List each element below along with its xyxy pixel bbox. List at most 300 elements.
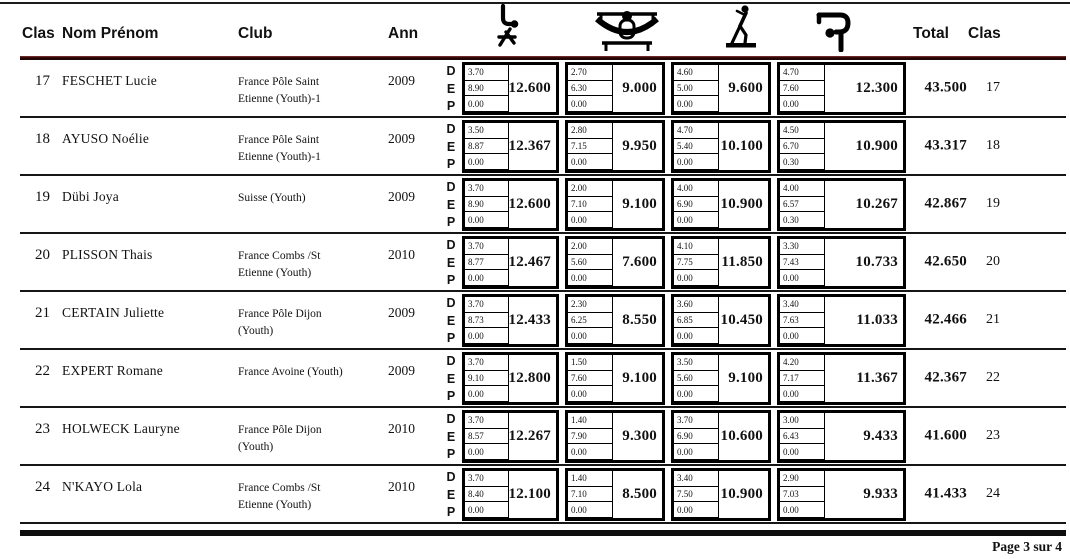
balance-beam-score: 9.100 bbox=[728, 370, 763, 386]
floor-score-box bbox=[777, 62, 906, 115]
balance-beam-dep-cells bbox=[674, 413, 719, 460]
gymnast-name: Dübi Joya bbox=[62, 189, 119, 204]
vault-e-value: 9.10 bbox=[464, 370, 509, 387]
uneven-bars-score: 9.000 bbox=[622, 80, 657, 96]
gymnast-name: EXPERT Romane bbox=[62, 363, 163, 378]
club-line-2: (Youth) bbox=[238, 324, 274, 337]
floor-dep-cells bbox=[780, 239, 825, 286]
floor-score: 10.900 bbox=[855, 138, 898, 154]
balance-beam-d-value: 3.70 bbox=[673, 412, 719, 429]
apparatus-scores bbox=[443, 352, 906, 405]
uneven-bars-score-box bbox=[565, 120, 665, 173]
birth-year: 2009 bbox=[388, 305, 415, 320]
final-rank: 20 bbox=[986, 254, 1000, 269]
birth-year: 2009 bbox=[388, 131, 415, 146]
floor-score-box bbox=[777, 294, 906, 347]
uneven-bars-dep-cells bbox=[568, 123, 613, 170]
club-cell bbox=[238, 190, 306, 207]
balance-beam-score-box bbox=[671, 120, 771, 173]
uneven-bars-dep-cells bbox=[568, 297, 613, 344]
vault-score: 12.600 bbox=[508, 196, 551, 212]
balance-beam-e-value: 5.60 bbox=[673, 370, 719, 387]
apparatus-scores bbox=[443, 294, 906, 347]
table-row bbox=[20, 350, 1066, 408]
balance-beam-score-box bbox=[671, 410, 771, 463]
balance-beam-e-value: 6.85 bbox=[673, 312, 719, 329]
vault-score-box bbox=[462, 294, 559, 347]
dep-labels bbox=[443, 410, 459, 463]
gymnast-name: PLISSON Thais bbox=[62, 247, 153, 262]
dep-labels bbox=[443, 236, 459, 289]
rank-cell: 22 bbox=[35, 363, 50, 379]
vault-score: 12.267 bbox=[508, 428, 551, 444]
uneven-bars-p-value: 0.00 bbox=[567, 95, 613, 112]
table-row bbox=[20, 176, 1066, 234]
final-rank: 18 bbox=[986, 138, 1000, 153]
floor-d-value: 3.00 bbox=[779, 412, 825, 429]
vault-dep-cells bbox=[465, 239, 509, 286]
total-score: 42.367 bbox=[924, 369, 967, 386]
birth-year: 2009 bbox=[388, 363, 415, 378]
e-label: E bbox=[446, 255, 456, 270]
floor-dep-cells bbox=[780, 181, 825, 228]
floor-p-value: 0.00 bbox=[779, 501, 825, 518]
vault-d-value: 3.50 bbox=[464, 122, 509, 139]
balance-beam-score-box bbox=[671, 62, 771, 115]
floor-score-box bbox=[777, 468, 906, 521]
balance-beam-e-value: 5.00 bbox=[673, 80, 719, 97]
p-label: P bbox=[446, 505, 456, 520]
balance-beam-dep-cells bbox=[674, 65, 719, 112]
balance-beam-e-value: 5.40 bbox=[673, 138, 719, 155]
floor-e-value: 6.70 bbox=[779, 138, 825, 155]
club-line-2: Etienne (Youth)-1 bbox=[238, 150, 321, 163]
apparatus-scores bbox=[443, 62, 906, 115]
p-label: P bbox=[446, 331, 456, 346]
column-header-nom-prenom: Nom Prénom bbox=[62, 25, 159, 42]
total-score: 43.500 bbox=[924, 79, 967, 96]
uneven-bars-dep-cells bbox=[568, 413, 613, 460]
final-rank: 21 bbox=[986, 312, 1000, 327]
vault-score-box bbox=[462, 120, 559, 173]
floor-e-value: 7.63 bbox=[779, 312, 825, 329]
floor-dep-cells bbox=[780, 471, 825, 518]
total-score: 42.466 bbox=[924, 311, 967, 328]
balance-beam-dep-cells bbox=[674, 471, 719, 518]
p-label: P bbox=[446, 389, 456, 404]
uneven-bars-p-value: 0.00 bbox=[567, 501, 613, 518]
table-row bbox=[20, 234, 1066, 292]
e-label: E bbox=[446, 371, 456, 386]
floor-e-value: 7.03 bbox=[779, 486, 825, 503]
total-score: 42.650 bbox=[924, 253, 967, 270]
floor-d-value: 2.90 bbox=[779, 470, 825, 487]
floor-dep-cells bbox=[780, 413, 825, 460]
p-label: P bbox=[446, 157, 456, 172]
vault-dep-cells bbox=[465, 181, 509, 228]
balance-beam-score-box bbox=[671, 352, 771, 405]
uneven-bars-e-value: 6.30 bbox=[567, 80, 613, 97]
balance-beam-score: 10.600 bbox=[720, 428, 763, 444]
balance-beam-d-value: 4.10 bbox=[673, 238, 719, 255]
floor-p-value: 0.00 bbox=[779, 443, 825, 460]
uneven-bars-d-value: 2.00 bbox=[567, 180, 613, 197]
club-line-1: France Pôle Saint bbox=[238, 134, 320, 146]
floor-score: 10.267 bbox=[855, 196, 898, 212]
balance-beam-score-box bbox=[671, 178, 771, 231]
balance-beam-score: 9.600 bbox=[728, 80, 763, 96]
final-rank: 24 bbox=[986, 486, 1000, 501]
balance-beam-p-value: 0.00 bbox=[673, 95, 719, 112]
club-cell bbox=[238, 132, 321, 165]
rank-cell: 19 bbox=[35, 189, 50, 205]
club-line-1: France Avoine (Youth) bbox=[238, 366, 343, 378]
gymnast-name: N'KAYO Lola bbox=[62, 479, 143, 494]
column-header-club: Club bbox=[238, 25, 273, 42]
floor-icon bbox=[812, 6, 854, 52]
apparatus-scores bbox=[443, 178, 906, 231]
uneven-bars-score: 9.100 bbox=[622, 370, 657, 386]
vault-d-value: 3.70 bbox=[464, 64, 509, 81]
vault-dep-cells bbox=[465, 413, 509, 460]
floor-p-value: 0.30 bbox=[779, 211, 825, 228]
apparatus-scores bbox=[443, 236, 906, 289]
vault-score: 12.367 bbox=[508, 138, 551, 154]
vault-e-value: 8.90 bbox=[464, 196, 509, 213]
total-score: 41.600 bbox=[924, 427, 967, 444]
balance-beam-dep-cells bbox=[674, 123, 719, 170]
apparatus-scores bbox=[443, 120, 906, 173]
club-line-1: France Combs /St bbox=[238, 250, 321, 262]
balance-beam-d-value: 3.50 bbox=[673, 354, 719, 371]
floor-d-value: 4.00 bbox=[779, 180, 825, 197]
birth-year: 2010 bbox=[388, 421, 415, 436]
uneven-bars-score-box bbox=[565, 62, 665, 115]
club-line-1: France Pôle Saint bbox=[238, 76, 320, 88]
total-score: 43.317 bbox=[924, 137, 967, 154]
d-label: D bbox=[446, 237, 456, 252]
vault-score: 12.100 bbox=[508, 486, 551, 502]
floor-score-box bbox=[777, 120, 906, 173]
vault-p-value: 0.00 bbox=[464, 153, 509, 170]
club-cell bbox=[238, 306, 322, 339]
floor-p-value: 0.00 bbox=[779, 327, 825, 344]
balance-beam-e-value: 6.90 bbox=[673, 428, 719, 445]
uneven-bars-e-value: 7.10 bbox=[567, 486, 613, 503]
final-rank: 19 bbox=[986, 196, 1000, 211]
uneven-bars-d-value: 1.40 bbox=[567, 412, 613, 429]
final-rank: 23 bbox=[986, 428, 1000, 443]
vault-e-value: 8.87 bbox=[464, 138, 509, 155]
balance-beam-p-value: 0.00 bbox=[673, 269, 719, 286]
vault-score: 12.433 bbox=[508, 312, 551, 328]
final-rank: 17 bbox=[986, 80, 1000, 95]
uneven-bars-score-box bbox=[565, 468, 665, 521]
table-row bbox=[20, 466, 1066, 524]
balance-beam-e-value: 6.90 bbox=[673, 196, 719, 213]
vault-d-value: 3.70 bbox=[464, 180, 509, 197]
e-label: E bbox=[446, 81, 456, 96]
uneven-bars-score-box bbox=[565, 294, 665, 347]
column-header-total: Total bbox=[913, 25, 949, 42]
floor-e-value: 7.43 bbox=[779, 254, 825, 271]
floor-d-value: 4.50 bbox=[779, 122, 825, 139]
floor-score-box bbox=[777, 410, 906, 463]
balance-beam-d-value: 4.00 bbox=[673, 180, 719, 197]
vault-e-value: 8.40 bbox=[464, 486, 509, 503]
floor-e-value: 7.17 bbox=[779, 370, 825, 387]
club-line-1: France Pôle Dijon bbox=[238, 424, 322, 436]
vault-dep-cells bbox=[465, 297, 509, 344]
uneven-bars-d-value: 1.40 bbox=[567, 470, 613, 487]
rank-cell: 21 bbox=[35, 305, 50, 321]
floor-p-value: 0.00 bbox=[779, 95, 825, 112]
uneven-bars-e-value: 7.60 bbox=[567, 370, 613, 387]
club-line-2: (Youth) bbox=[238, 440, 274, 453]
uneven-bars-score-box bbox=[565, 352, 665, 405]
floor-score: 11.033 bbox=[856, 312, 898, 328]
floor-dep-cells bbox=[780, 297, 825, 344]
bottom-rule bbox=[20, 530, 1066, 536]
floor-d-value: 3.40 bbox=[779, 296, 825, 313]
table-row bbox=[20, 60, 1066, 118]
vault-d-value: 3.70 bbox=[464, 296, 509, 313]
vault-score-box bbox=[462, 178, 559, 231]
balance-beam-d-value: 3.40 bbox=[673, 470, 719, 487]
uneven-bars-score: 9.100 bbox=[622, 196, 657, 212]
vault-e-value: 8.73 bbox=[464, 312, 509, 329]
balance-beam-score-box bbox=[671, 294, 771, 347]
final-rank: 22 bbox=[986, 370, 1000, 385]
vault-e-value: 8.57 bbox=[464, 428, 509, 445]
floor-e-value: 6.43 bbox=[779, 428, 825, 445]
club-cell bbox=[238, 248, 320, 281]
balance-beam-dep-cells bbox=[674, 181, 719, 228]
e-label: E bbox=[446, 139, 456, 154]
d-label: D bbox=[446, 63, 456, 78]
balance-beam-dep-cells bbox=[674, 355, 719, 402]
uneven-bars-d-value: 2.70 bbox=[567, 64, 613, 81]
floor-p-value: 0.30 bbox=[779, 153, 825, 170]
floor-dep-cells bbox=[780, 123, 825, 170]
balance-beam-p-value: 0.00 bbox=[673, 327, 719, 344]
vault-e-value: 8.90 bbox=[464, 80, 509, 97]
club-line-2: Etienne (Youth)-1 bbox=[238, 92, 321, 105]
vault-d-value: 3.70 bbox=[464, 412, 509, 429]
table-row bbox=[20, 292, 1066, 350]
balance-beam-score: 10.900 bbox=[720, 486, 763, 502]
uneven-bars-p-value: 0.00 bbox=[567, 269, 613, 286]
uneven-bars-p-value: 0.00 bbox=[567, 327, 613, 344]
dep-labels bbox=[443, 120, 459, 173]
uneven-bars-dep-cells bbox=[568, 355, 613, 402]
uneven-bars-icon bbox=[594, 7, 660, 53]
total-score: 41.433 bbox=[924, 485, 967, 502]
balance-beam-d-value: 3.60 bbox=[673, 296, 719, 313]
club-cell bbox=[238, 422, 322, 455]
vault-score-box bbox=[462, 352, 559, 405]
results-rows bbox=[20, 60, 1066, 524]
rank-cell: 23 bbox=[35, 421, 50, 437]
floor-e-value: 7.60 bbox=[779, 80, 825, 97]
uneven-bars-score-box bbox=[565, 410, 665, 463]
floor-dep-cells bbox=[780, 355, 825, 402]
column-header-clas: Clas bbox=[22, 25, 55, 42]
floor-score: 12.300 bbox=[855, 80, 898, 96]
e-label: E bbox=[446, 197, 456, 212]
vault-score: 12.467 bbox=[508, 254, 551, 270]
floor-d-value: 4.20 bbox=[779, 354, 825, 371]
d-label: D bbox=[446, 469, 456, 484]
p-label: P bbox=[446, 215, 456, 230]
club-cell bbox=[238, 480, 320, 513]
balance-beam-score-box bbox=[671, 468, 771, 521]
vault-score-box bbox=[462, 468, 559, 521]
dep-labels bbox=[443, 62, 459, 115]
d-label: D bbox=[446, 295, 456, 310]
dep-labels bbox=[443, 352, 459, 405]
uneven-bars-p-value: 0.00 bbox=[567, 153, 613, 170]
floor-score-box bbox=[777, 236, 906, 289]
vault-icon bbox=[490, 3, 524, 51]
birth-year: 2010 bbox=[388, 247, 415, 262]
balance-beam-d-value: 4.60 bbox=[673, 64, 719, 81]
vault-d-value: 3.70 bbox=[464, 238, 509, 255]
apparatus-scores bbox=[443, 410, 906, 463]
floor-score: 9.933 bbox=[863, 486, 898, 502]
vault-dep-cells bbox=[465, 355, 509, 402]
balance-beam-p-value: 0.00 bbox=[673, 501, 719, 518]
total-score: 42.867 bbox=[924, 195, 967, 212]
balance-beam-d-value: 4.70 bbox=[673, 122, 719, 139]
d-label: D bbox=[446, 411, 456, 426]
vault-dep-cells bbox=[465, 123, 509, 170]
apparatus-scores bbox=[443, 468, 906, 521]
balance-beam-p-value: 0.00 bbox=[673, 153, 719, 170]
floor-score-box bbox=[777, 352, 906, 405]
vault-p-value: 0.00 bbox=[464, 269, 509, 286]
vault-p-value: 0.00 bbox=[464, 327, 509, 344]
balance-beam-e-value: 7.75 bbox=[673, 254, 719, 271]
uneven-bars-score: 8.550 bbox=[622, 312, 657, 328]
gymnast-name: FESCHET Lucie bbox=[62, 73, 157, 88]
balance-beam-e-value: 7.50 bbox=[673, 486, 719, 503]
uneven-bars-score: 7.600 bbox=[622, 254, 657, 270]
balance-beam-score: 10.100 bbox=[720, 138, 763, 154]
uneven-bars-dep-cells bbox=[568, 65, 613, 112]
uneven-bars-score-box bbox=[565, 178, 665, 231]
e-label: E bbox=[446, 313, 456, 328]
balance-beam-score: 11.850 bbox=[721, 254, 763, 270]
d-label: D bbox=[446, 121, 456, 136]
vault-dep-cells bbox=[465, 471, 509, 518]
uneven-bars-p-value: 0.00 bbox=[567, 211, 613, 228]
uneven-bars-d-value: 1.50 bbox=[567, 354, 613, 371]
uneven-bars-e-value: 7.15 bbox=[567, 138, 613, 155]
balance-beam-p-value: 0.00 bbox=[673, 211, 719, 228]
club-cell bbox=[238, 364, 343, 381]
vault-d-value: 3.70 bbox=[464, 354, 509, 371]
uneven-bars-score: 9.300 bbox=[622, 428, 657, 444]
dep-labels bbox=[443, 468, 459, 521]
dep-labels bbox=[443, 294, 459, 347]
column-header-ann: Ann bbox=[388, 25, 419, 42]
vault-p-value: 0.00 bbox=[464, 95, 509, 112]
floor-e-value: 6.57 bbox=[779, 196, 825, 213]
floor-score-box bbox=[777, 178, 906, 231]
uneven-bars-e-value: 7.90 bbox=[567, 428, 613, 445]
vault-d-value: 3.70 bbox=[464, 470, 509, 487]
balance-beam-p-value: 0.00 bbox=[673, 385, 719, 402]
vault-p-value: 0.00 bbox=[464, 385, 509, 402]
balance-beam-dep-cells bbox=[674, 239, 719, 286]
vault-score: 12.800 bbox=[508, 370, 551, 386]
p-label: P bbox=[446, 99, 456, 114]
gymnast-name: AYUSO Noélie bbox=[62, 131, 150, 146]
floor-dep-cells bbox=[780, 65, 825, 112]
floor-d-value: 4.70 bbox=[779, 64, 825, 81]
d-label: D bbox=[446, 179, 456, 194]
top-rule bbox=[0, 2, 1070, 4]
uneven-bars-d-value: 2.30 bbox=[567, 296, 613, 313]
balance-beam-icon bbox=[724, 4, 758, 50]
table-row bbox=[20, 118, 1066, 176]
rank-cell: 20 bbox=[35, 247, 50, 263]
rank-cell: 18 bbox=[35, 131, 50, 147]
floor-p-value: 0.00 bbox=[779, 385, 825, 402]
club-line-1: Suisse (Youth) bbox=[238, 192, 306, 204]
vault-score: 12.600 bbox=[508, 80, 551, 96]
e-label: E bbox=[446, 429, 456, 444]
vault-score-box bbox=[462, 236, 559, 289]
uneven-bars-p-value: 0.00 bbox=[567, 385, 613, 402]
vault-score-box bbox=[462, 62, 559, 115]
vault-e-value: 8.77 bbox=[464, 254, 509, 271]
balance-beam-score: 10.900 bbox=[720, 196, 763, 212]
uneven-bars-score: 9.950 bbox=[622, 138, 657, 154]
uneven-bars-d-value: 2.80 bbox=[567, 122, 613, 139]
uneven-bars-score-box bbox=[565, 236, 665, 289]
club-line-2: Etienne (Youth) bbox=[238, 266, 312, 279]
uneven-bars-e-value: 7.10 bbox=[567, 196, 613, 213]
vault-p-value: 0.00 bbox=[464, 443, 509, 460]
rank-cell: 17 bbox=[35, 73, 50, 89]
balance-beam-score-box bbox=[671, 236, 771, 289]
club-line-1: France Combs /St bbox=[238, 482, 321, 494]
gymnast-name: CERTAIN Juliette bbox=[62, 305, 165, 320]
uneven-bars-dep-cells bbox=[568, 181, 613, 228]
floor-score: 10.733 bbox=[855, 254, 898, 270]
balance-beam-dep-cells bbox=[674, 297, 719, 344]
floor-score: 9.433 bbox=[863, 428, 898, 444]
vault-dep-cells bbox=[465, 65, 509, 112]
uneven-bars-dep-cells bbox=[568, 471, 613, 518]
floor-d-value: 3.30 bbox=[779, 238, 825, 255]
club-line-2: Etienne (Youth) bbox=[238, 498, 312, 511]
p-label: P bbox=[446, 273, 456, 288]
p-label: P bbox=[446, 447, 456, 462]
table-row bbox=[20, 408, 1066, 466]
e-label: E bbox=[446, 487, 456, 502]
vault-score-box bbox=[462, 410, 559, 463]
birth-year: 2009 bbox=[388, 189, 415, 204]
balance-beam-p-value: 0.00 bbox=[673, 443, 719, 460]
gymnast-name: HOLWECK Lauryne bbox=[62, 421, 180, 436]
birth-year: 2010 bbox=[388, 479, 415, 494]
club-cell bbox=[238, 74, 321, 107]
dep-labels bbox=[443, 178, 459, 231]
uneven-bars-e-value: 5.60 bbox=[567, 254, 613, 271]
